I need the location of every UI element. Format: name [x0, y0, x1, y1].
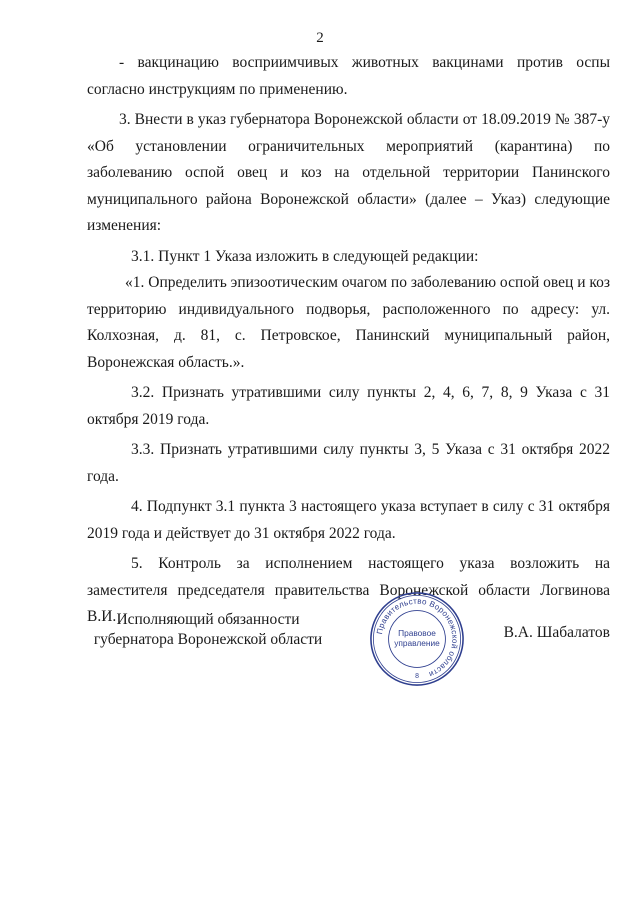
- paragraph-3-2: 3.2. Признать утратившими силу пункты 2, 4, 6, 7, 8, 9 Указа с 31 октября 2019 года.: [87, 384, 610, 428]
- paragraph-5: 5. Контроль за исполнением настоящего указа возложить на заместителя председателя правительства Воронежской области Логвинова В.И.: [87, 555, 610, 625]
- paragraph-3-1: 3.1. Пункт 1 Указа изложить в следующей редакции:: [131, 247, 479, 265]
- signatory-name: В.А. Шабалатов: [503, 624, 610, 641]
- official-seal: [368, 590, 466, 688]
- paragraph-vaccination: - вакцинацию восприимчивых животных вакцинами против оспы согласно инструкциям по применению.: [87, 54, 610, 98]
- signatory-position: [88, 610, 328, 650]
- paragraph-4: 4. Подпункт 3.1 пункта 3 настоящего указа вступает в силу с 31 октября 2019 года и действует до 31 октября 2022 года.: [87, 498, 610, 542]
- signatory-position-line1: Исполняющий обязанности: [116, 611, 300, 628]
- page-number: 2: [316, 30, 324, 46]
- seal-ring-text: Правительство Воронежской области: [375, 596, 460, 680]
- paragraph-quoted-point-1: «1. Определить эпизоотическим очагом по заболеванию оспой овец и коз территорию индивидуального подворья, расположенного по адресу: ул. Колхозная, д. 81, с. Петровское, Панинский муниципальный район, Воронежская область.».: [87, 274, 610, 371]
- seal-center-line2: управление: [394, 637, 440, 648]
- document-body: [87, 50, 610, 631]
- paragraph-3: 3. Внести в указ губернатора Воронежской области от 18.09.2019 № 387-у «Об установлении ограничительных мероприятий (карантина) по заболеванию оспой овец и коз на отдельной территории Панинского муниципального района Воронежской области» (далее – Указ) следующие изменения:: [87, 111, 610, 234]
- seal-center-line1: Правовое: [398, 628, 436, 639]
- signatory-position-line2: губернатора Воронежской области: [93, 631, 323, 648]
- seal-number: 8: [415, 673, 419, 681]
- paragraph-3-3: 3.3. Признать утратившими силу пункты 3, 5 Указа с 31 октября 2022 года.: [87, 441, 610, 485]
